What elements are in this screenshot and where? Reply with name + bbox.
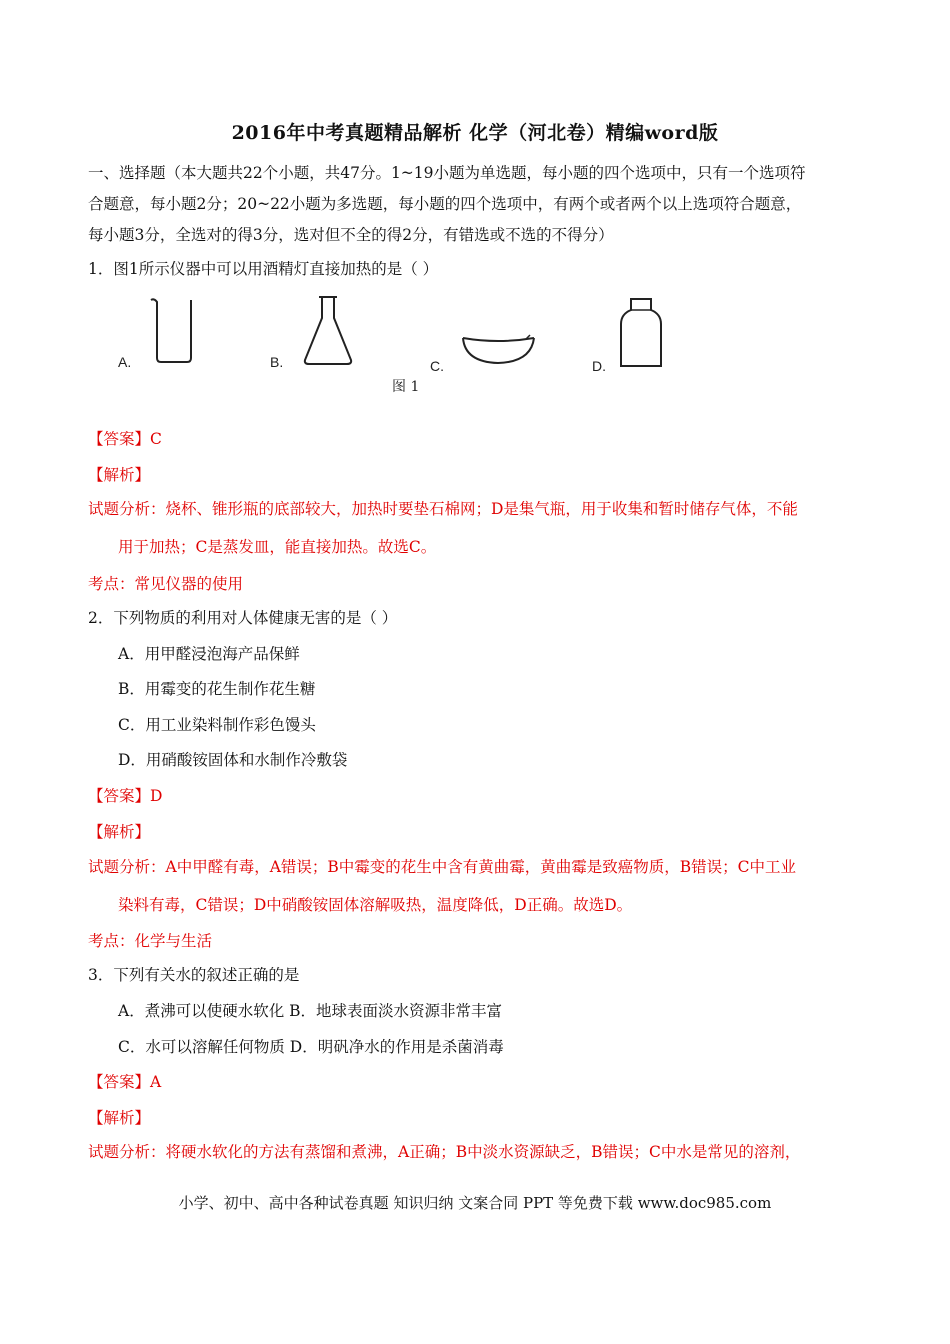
q2-analysis-label: 【解析】 (88, 823, 151, 841)
q2-stem: 2．下列物质的利用对人体健康无害的是（ ） (88, 609, 398, 627)
q1-analysis-label: 【解析】 (88, 466, 151, 484)
section-header-line-3: 每小题3分，全选对的得3分，选对但不全的得2分，有错选或不选的不得分） (88, 226, 614, 244)
q1-stem: 1．图1所示仪器中可以用酒精灯直接加热的是（ ） (88, 260, 439, 278)
page-title: 2016年中考真题精品解析 化学（河北卷）精编word版 (231, 122, 719, 144)
q1-kaodian: 考点：常见仪器的使用 (88, 575, 244, 593)
label-a: A. (118, 354, 132, 370)
q2-analysis-line-1: 试题分析：A中甲醛有毒，A错误；B中霉变的花生中含有黄曲霉，黄曲霉是致癌物质，B错误；C中工业 (88, 858, 797, 876)
q2-kaodian: 考点：化学与生活 (88, 932, 213, 950)
page-footer: 小学、初中、高中各种试卷真题 知识归纳 文案合同 PPT 等免费下载 www.doc985.com (178, 1194, 772, 1212)
gas-collecting-bottle-icon (618, 296, 664, 370)
figure-1 (110, 292, 670, 402)
q3-stem: 3．下列有关水的叙述正确的是 (88, 966, 300, 984)
q2-analysis-line-2: 染料有毒，C错误；D中硝酸铵固体溶解吸热，温度降低，D正确。故选D。 (118, 896, 633, 914)
q3-analysis-line-1: 试题分析：将硬水软化的方法有蒸馏和煮沸，A正确；B中淡水资源缺乏，B错误；C中水是常见的溶剂， (88, 1143, 801, 1161)
section-header-line-2: 合题意，每小题2分；20~22小题为多选题，每小题的四个选项中，有两个或者两个以上选项符合题意， (88, 195, 802, 213)
q2-answer: 【答案】D (88, 787, 163, 805)
q2-option-b: B．用霉变的花生制作花生糖 (118, 680, 316, 698)
beaker-icon (148, 296, 196, 366)
q2-option-c: C．用工业染料制作彩色馒头 (118, 716, 316, 734)
q2-option-d: D．用硝酸铵固体和水制作冷敷袋 (118, 751, 348, 769)
q3-options-row-2: C．水可以溶解任何物质 D．明矾净水的作用是杀菌消毒 (118, 1038, 504, 1056)
evaporating-dish-icon (458, 330, 538, 366)
section-header-line-1: 一、选择题（本大题共22个小题，共47分。1~19小题为单选题，每小题的四个选项中，只有一个选项符 (88, 164, 806, 182)
erlenmeyer-flask-icon (300, 294, 356, 368)
label-c: C. (430, 358, 444, 374)
q3-answer: 【答案】A (88, 1073, 162, 1091)
q3-analysis-label: 【解析】 (88, 1109, 151, 1127)
q1-analysis-line-1: 试题分析：烧杯、锥形瓶的底部较大，加热时要垫石棉网；D是集气瓶，用于收集和暂时储存气体，不能 (88, 500, 798, 518)
q1-answer: 【答案】C (88, 430, 162, 448)
q2-option-a: A．用甲醛浸泡海产品保鲜 (118, 645, 300, 663)
q1-analysis-line-2: 用于加热；C是蒸发皿，能直接加热。故选C。 (118, 538, 437, 556)
label-b: B. (270, 354, 284, 370)
figure-caption: 图 1 (392, 379, 420, 395)
q3-options-row-1: A．煮沸可以使硬水软化 B．地球表面淡水资源非常丰富 (118, 1002, 503, 1020)
label-d: D. (592, 358, 606, 374)
